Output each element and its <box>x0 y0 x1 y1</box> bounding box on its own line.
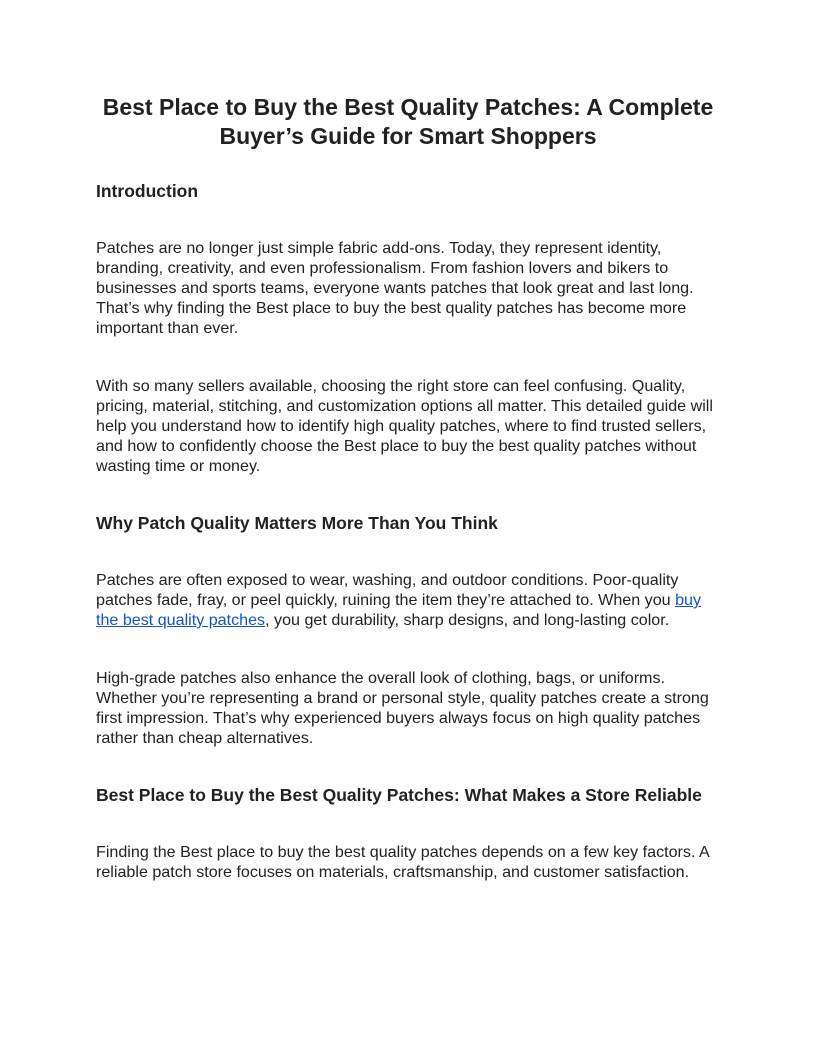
document-page <box>96 93 720 882</box>
why-paragraph-1-text-before: Patches are often exposed to wear, washing, and outdoor conditions. Poor-quality patches fade, fray, or peel quickly, ruining the item they’re attached to. When you <box>96 571 679 609</box>
document-title: Best Place to Buy the Best Quality Patches: A Complete Buyer’s Guide for Smart Shoppers <box>102 94 714 149</box>
why-paragraph-2: High-grade patches also enhance the overall look of clothing, bags, or uniforms. Whether you’re representing a brand or personal style, quality patches create a strong first impression. That’s why experienced buyers always focus on high quality patches rather than cheap alternatives. <box>96 669 709 747</box>
buy-best-quality-patches-link[interactable]: buy the best quality patches <box>96 591 702 629</box>
reliable-paragraph-1: Finding the Best place to buy the best quality patches depends on a few key factors. A reliable patch store focuses on materials, craftsmanship, and customer satisfaction. <box>96 843 709 881</box>
why-paragraph-1-text-after: , you get durability, sharp designs, and long-lasting color. <box>265 611 670 629</box>
heading-introduction: Introduction <box>96 181 199 201</box>
intro-paragraph-2: With so many sellers available, choosing the right store can feel confusing. Quality, pricing, material, stitching, and customization options all matter. This detailed guide will help you understand how to identify high quality patches, where to find trusted sellers, and how to confidently choose the Best place to buy the best quality patches without wasting time or money. <box>96 377 713 475</box>
heading-reliable-store: Best Place to Buy the Best Quality Patches: What Makes a Store Reliable <box>96 785 702 805</box>
why-paragraph-1 <box>96 570 720 630</box>
intro-paragraph-1: Patches are no longer just simple fabric add-ons. Today, they represent identity, branding, creativity, and even professionalism. From fashion lovers and bikers to businesses and sports teams, everyone wants patches that look great and last long. That’s why finding the Best place to buy the best quality patches has become more important than ever. <box>96 239 694 337</box>
heading-why-quality: Why Patch Quality Matters More Than You Think <box>96 513 498 533</box>
